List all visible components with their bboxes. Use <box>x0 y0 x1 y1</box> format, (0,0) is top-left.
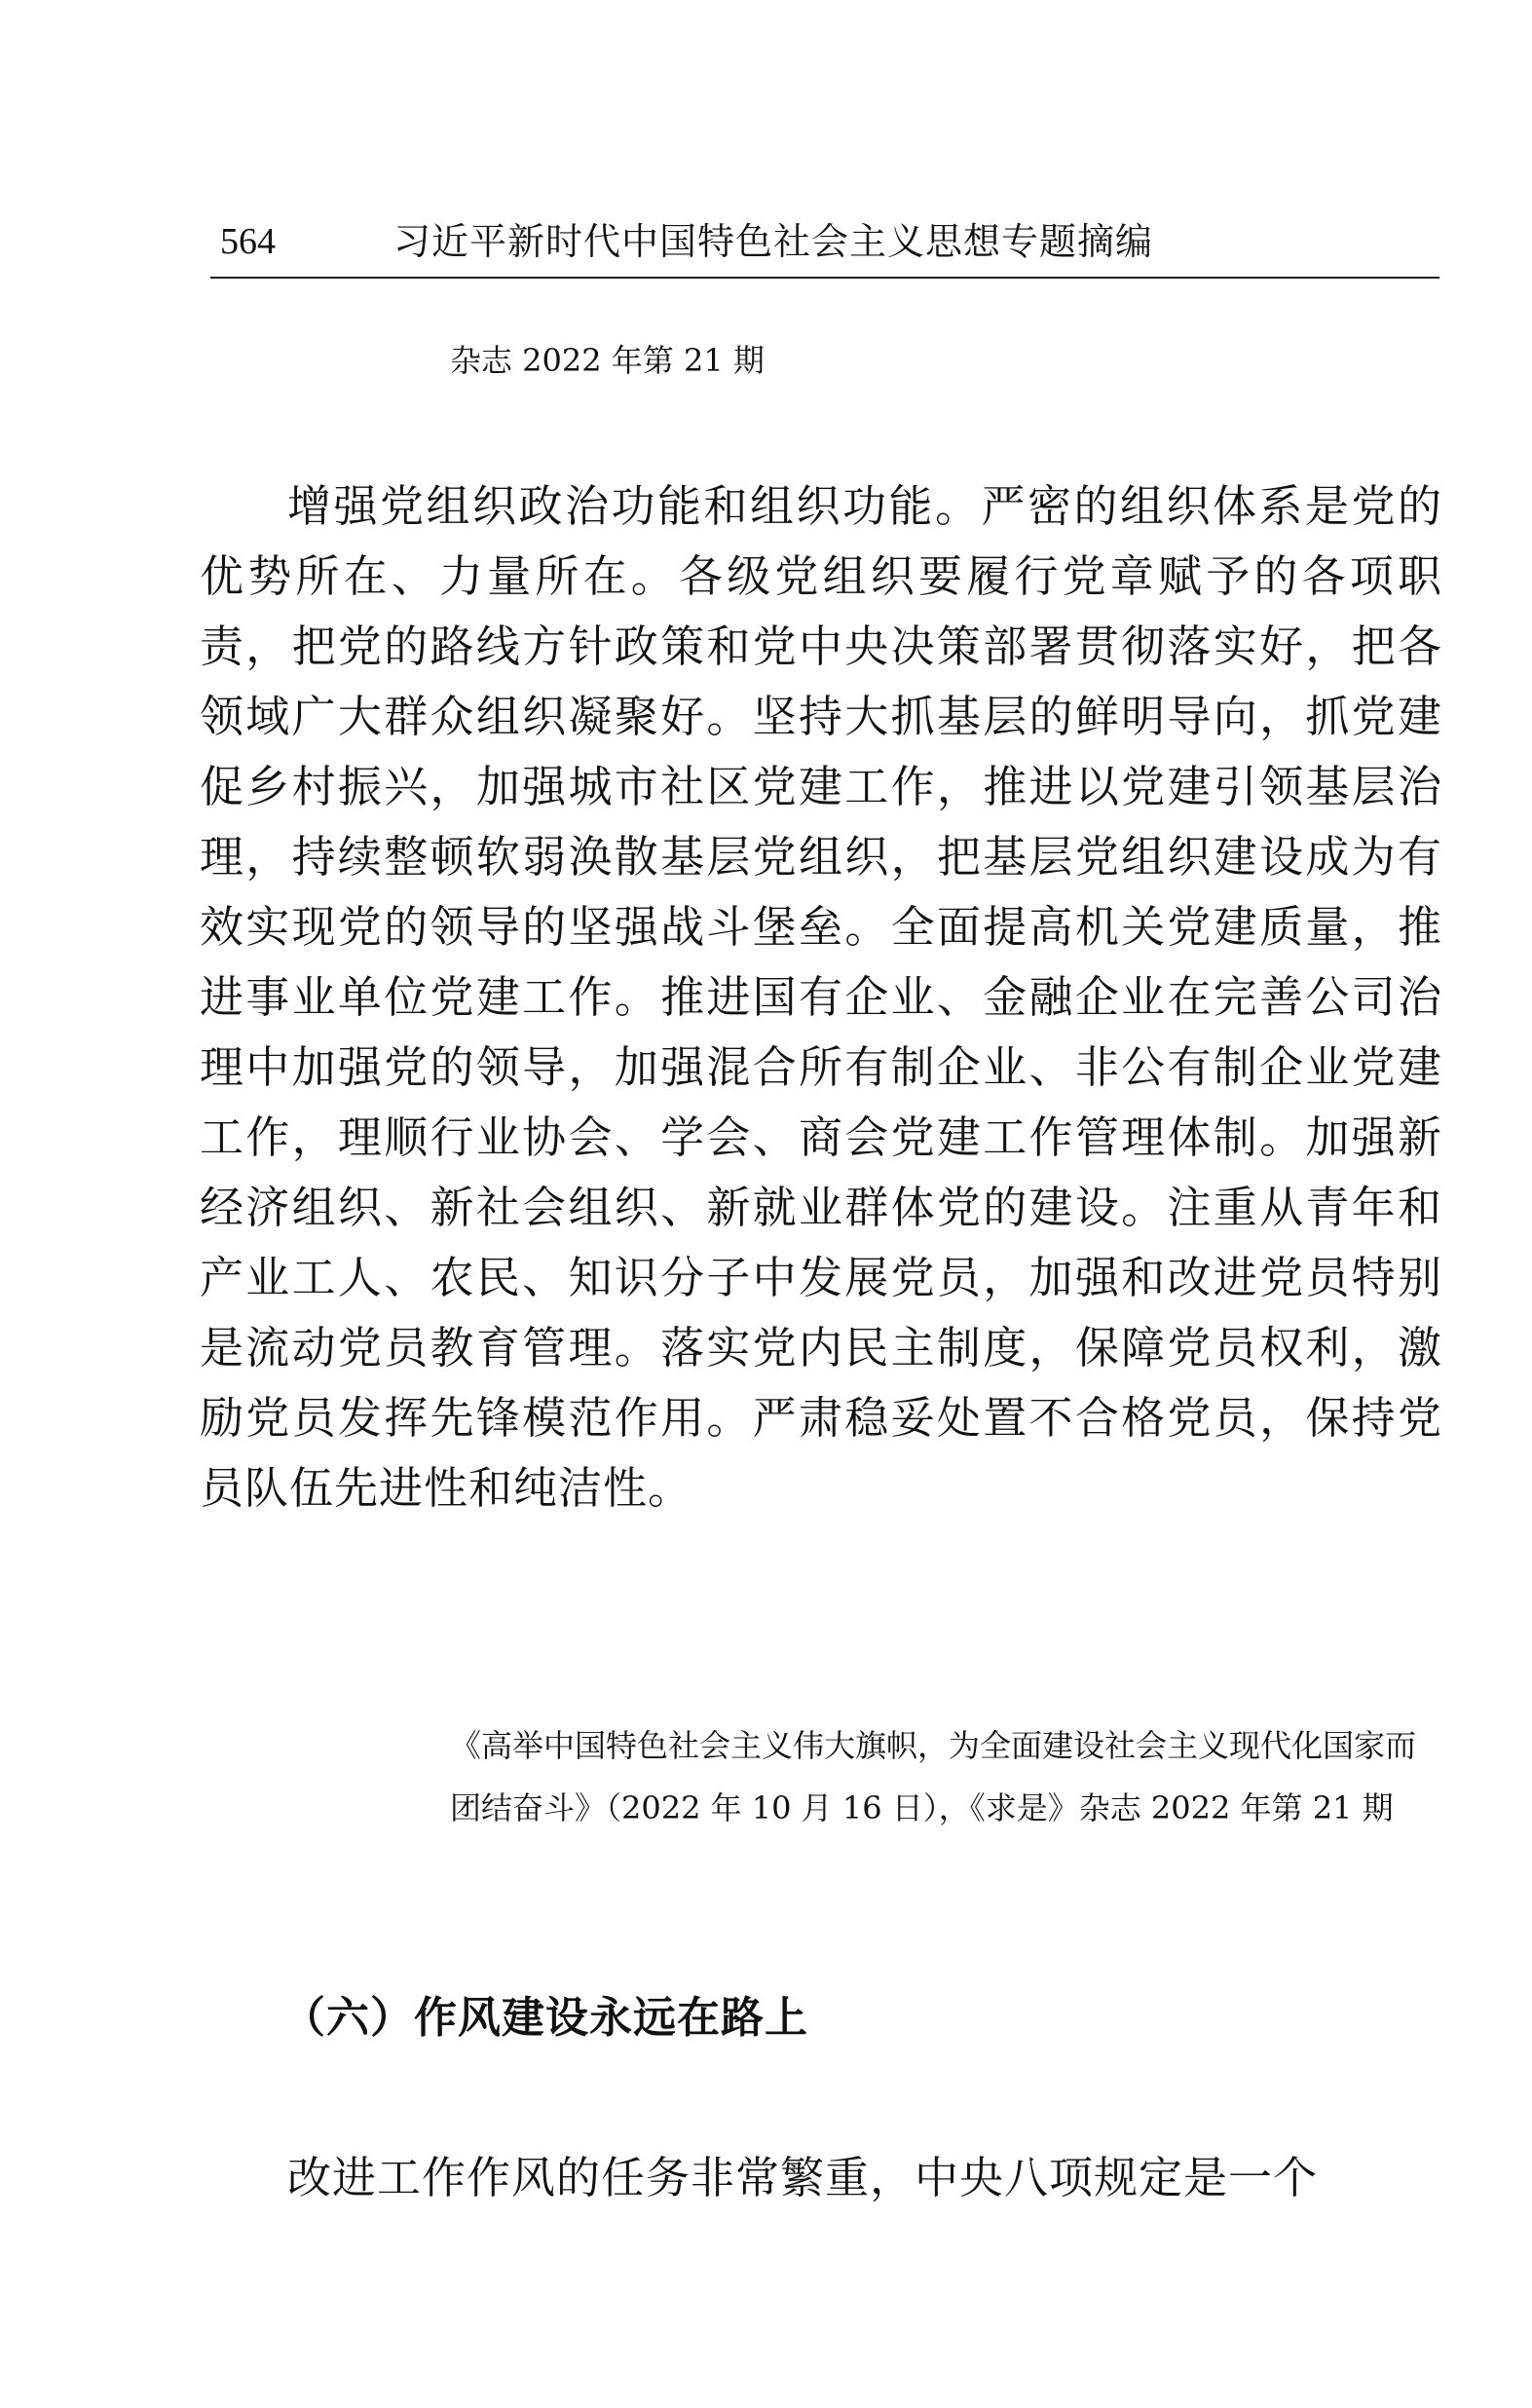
page-number: 564 <box>220 221 276 262</box>
running-title: 习近平新时代中国特色社会主义思想专题摘编 <box>393 220 1154 263</box>
opening-paragraph: 改进工作作风的任务非常繁重，中央八项规定是一个 <box>287 2152 1319 2203</box>
citation-bottom: 《高举中国特色社会主义伟大旗帜，为全面建设社会主义现代化国家而团结奋斗》（2022 年 10 月 16 日），《求是》杂志 2022 年第 21 期 <box>450 1727 1417 1826</box>
section-heading: （六）作风建设永远在路上 <box>282 1993 808 2043</box>
page-header <box>210 212 1439 279</box>
citation-top: 杂志 2022 年第 21 期 <box>450 342 765 379</box>
body-paragraph: 增强党组织政治功能和组织功能。严密的组织体系是党的优势所在、力量所在。各级党组织要履行党章赋予的各项职责，把党的路线方针政策和党中央决策部署贯彻落实好，把各领域广大群众组织凝聚好。坚持大抓基层的鲜明导向，抓党建促乡村振兴，加强城市社区党建工作，推进以党建引领基层治理，持续整顿软弱涣散基层党组织，把基层党组织建设成为有效实现党的领导的坚强战斗堡垒。全面提高机关党建质量，推进事业单位党建工作。推进国有企业、金融企业在完善公司治理中加强党的领导，加强混合所有制企业、非公有制企业党建工作，理顺行业协会、学会、商会党建工作管理体制。加强新经济组织、新社会组织、新就业群体党的建设。注重从青年和产业工人、农民、知识分子中发展党员，加强和改进党员特别是流动党员教育管理。落实党内民主制度，保障党员权利，激励党员发挥先锋模范作用。严肃稳妥处置不合格党员，保持党员队伍先进性和纯洁性。 <box>200 480 1442 1514</box>
